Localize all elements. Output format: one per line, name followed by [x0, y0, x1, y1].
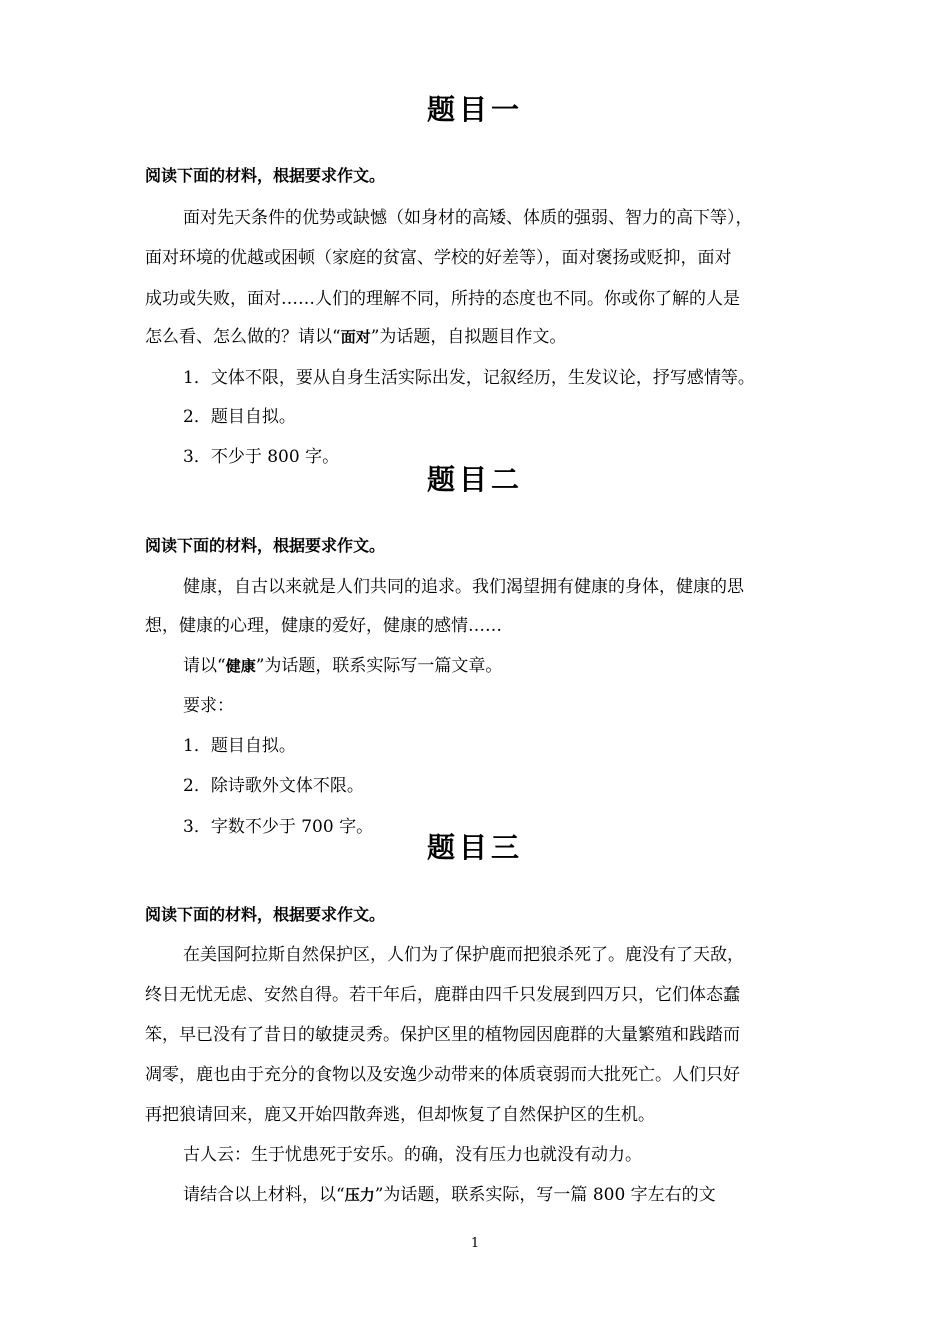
section-2-line: 要求： — [183, 696, 234, 716]
section-2-heading: 阅读下面的材料，根据要求作文。 — [145, 536, 386, 555]
section-2-title: 题目二 — [426, 463, 523, 496]
section-1-line: 面对环境的优越或困顿（家庭的贫富、学校的好差等），面对褒扬或贬抑，面对 — [145, 248, 732, 268]
section-2-requirement: 1．题目自拟。 — [183, 736, 296, 756]
section-1-text: ”为话题，自拟题目作文。 — [370, 327, 567, 347]
section-2-text: ”为话题，联系实际写一篇文章。 — [255, 656, 503, 676]
section-1-text: 怎么看、怎么做的？请以“ — [145, 327, 341, 347]
section-3-line: 在美国阿拉斯自然保护区，人们为了保护鹿而把狼杀死了。鹿没有了天敌， — [183, 945, 744, 965]
section-1-title: 题目一 — [426, 93, 523, 126]
page-number: 1 — [470, 1236, 480, 1251]
section-2-text: 请以“ — [183, 656, 226, 676]
section-3-line: 古人云：生于忧患死于安乐。的确，没有压力也就没有动力。 — [183, 1145, 642, 1165]
section-3-line: 笨，早已没有了昔日的敏捷灵秀。保护区里的植物园因鹿群的大量繁殖和践踏而 — [145, 1025, 740, 1045]
section-3-line: 再把狼请回来，鹿又开始四散奔逃，但却恢复了自然保护区的生机。 — [145, 1105, 655, 1125]
section-3-text: 请结合以上材料，以“ — [183, 1185, 345, 1205]
section-1-line — [145, 322, 566, 347]
section-2-line — [183, 651, 502, 676]
section-3-text: ”为话题，联系实际，写一篇 800 字左右的文 — [374, 1185, 716, 1205]
section-3-keyword: 压力 — [344, 1186, 375, 1204]
section-2-line: 健康，自古以来就是人们共同的追求。我们渴望拥有健康的身体，健康的思 — [183, 577, 744, 597]
section-3-line: 凋零，鹿也由于充分的食物以及安逸少动带来的体质衰弱而大批死亡。人们只好 — [145, 1065, 740, 1085]
section-2-keyword: 健康 — [225, 657, 256, 675]
section-2-line: 想，健康的心理，健康的爱好，健康的感情…… — [145, 616, 502, 636]
section-2-requirement: 2．除诗歌外文体不限。 — [183, 776, 364, 796]
section-1-requirement: 1．文体不限，要从自身生活实际出发，记叙经历，生发议论，抒写感情等。 — [183, 368, 755, 388]
section-1-line: 面对先天条件的优势或缺憾（如身材的高矮、体质的强弱、智力的高下等）， — [183, 208, 753, 228]
section-1-requirement: 3．不少于 800 字。 — [183, 447, 340, 467]
section-2-requirement: 3．字数不少于 700 字。 — [183, 817, 374, 837]
section-3-line — [183, 1180, 716, 1205]
section-3-line: 终日无忧无虑、安然自得。若干年后，鹿群由四千只发展到四万只，它们体态蠢 — [145, 985, 740, 1005]
section-1-keyword: 面对 — [340, 328, 371, 346]
section-1-requirement: 2．题目自拟。 — [183, 407, 296, 427]
section-1-line: 成功或失败，面对……人们的理解不同，所持的态度也不同。你或你了解的人是 — [145, 289, 740, 309]
section-1-heading: 阅读下面的材料，根据要求作文。 — [145, 166, 386, 185]
section-3-heading: 阅读下面的材料，根据要求作文。 — [145, 905, 386, 924]
section-3-title: 题目三 — [426, 831, 523, 864]
